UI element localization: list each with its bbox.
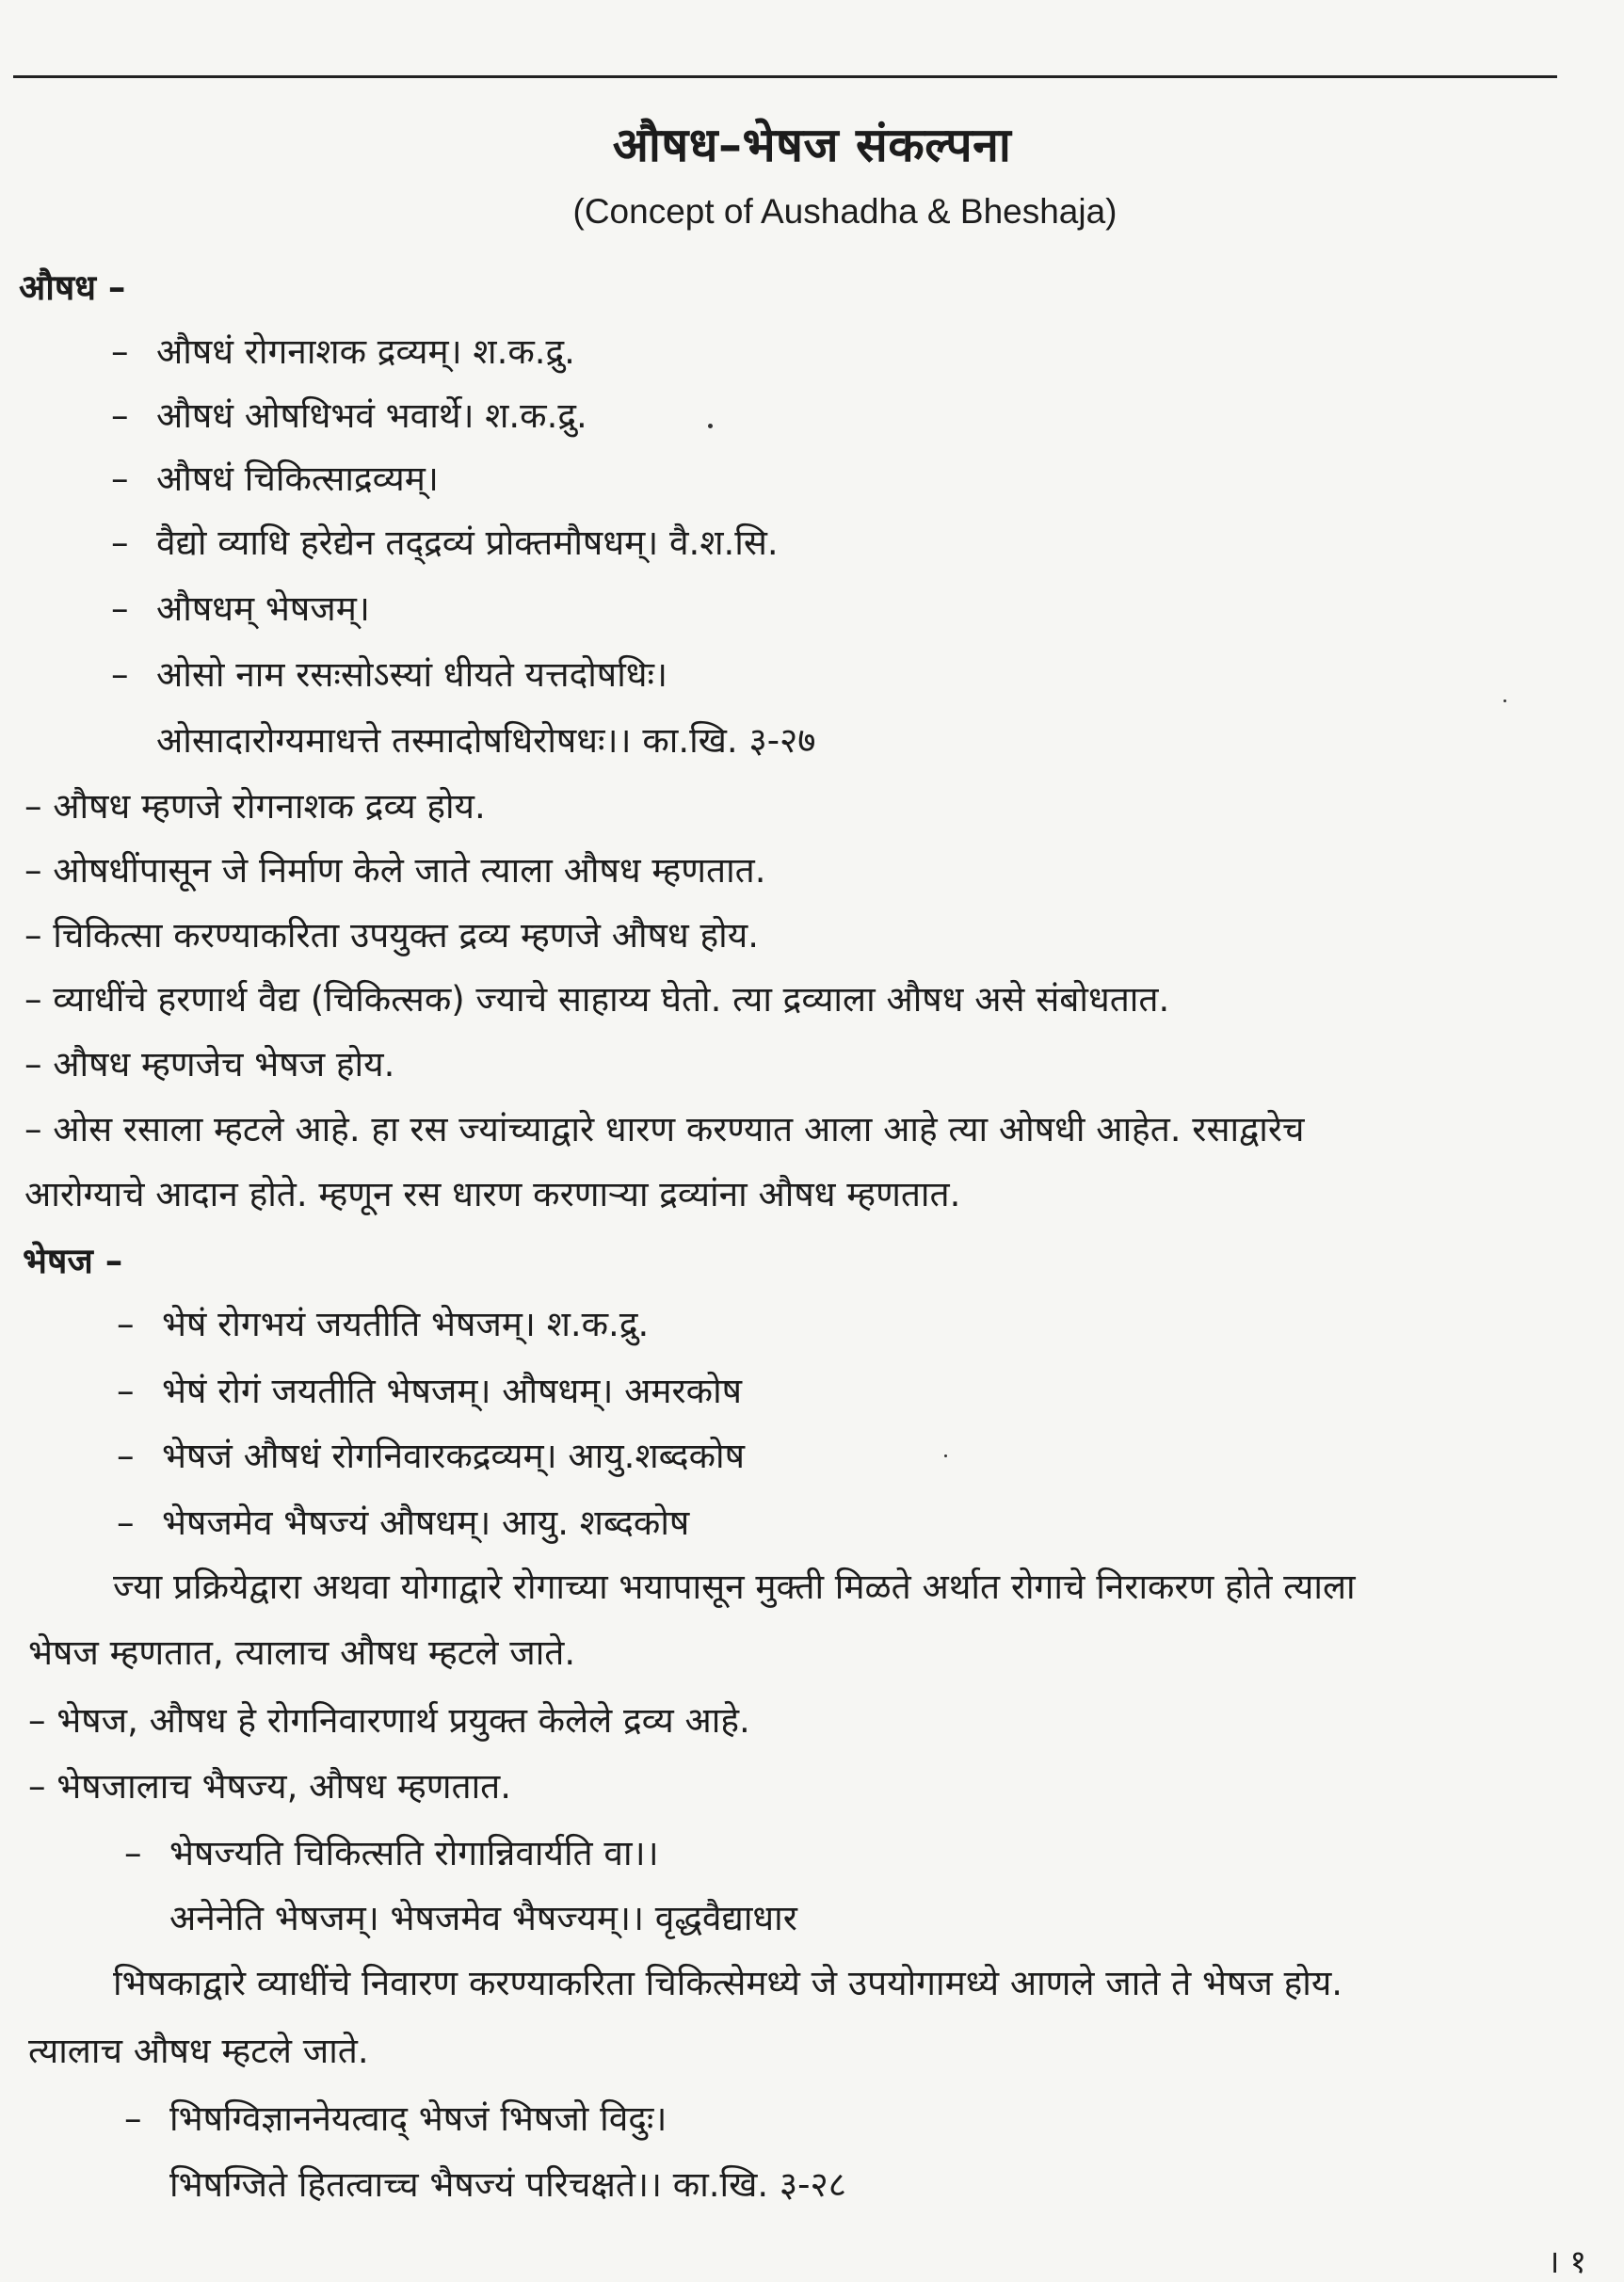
quote-text: औषधं चिकित्साद्रव्यम्। — [156, 458, 439, 499]
dash-marker: – — [117, 1436, 135, 1476]
quote-text: औषधम् भेषजम्। — [156, 588, 370, 629]
quote-text: वैद्यो व्याधि हरेद्येन तद्द्रव्यं प्रोक्तमौषधम्। वै.श.सि. — [156, 522, 779, 563]
dash-marker: – — [111, 458, 129, 499]
quote-line — [111, 395, 587, 436]
explanation-line: – भेषज, औषध हे रोगनिवारणार्थ प्रयुक्त केलेले द्रव्य आहे. — [28, 1700, 750, 1741]
quote-text: ओसो नाम रसःसोऽस्यां धीयते यत्तदोषधिः। — [156, 654, 668, 695]
dash-marker: – — [111, 395, 129, 436]
page-subtitle: (Concept of Aushadha & Bheshaja) — [572, 192, 1118, 231]
dash-marker: – — [111, 654, 129, 695]
quote-text: भेषं रोगं जयतीति भेषजम्। औषधम्। अमरकोष — [162, 1371, 743, 1411]
quote-text: भेषजमेव भैषज्यं औषधम्। आयु. शब्दकोष — [162, 1503, 690, 1543]
explanation-line: – ओषधींपासून जे निर्माण केले जाते त्याला औषध म्हणतात. — [24, 850, 766, 891]
quote-text: भेषज्यति चिकित्सति रोगान्निवार्यति वा।। — [169, 1833, 659, 1873]
quote-line — [124, 1833, 659, 1873]
quote-text: भेषं रोगभयं जयतीति भेषजम्। श.क.द्रु. — [162, 1304, 650, 1344]
quote-continuation: ओसादारोग्यमाधत्ते तस्मादोषधिरोषधः।। का.खि. ३-२७ — [156, 720, 816, 761]
scan-speck — [944, 1454, 947, 1457]
quote-line — [111, 588, 370, 629]
page-title: औषध–भेषज संकल्पना — [612, 118, 1012, 172]
explanation-line: – भेषजालाच भैषज्य, औषध म्हणतात. — [28, 1766, 512, 1807]
section-heading-bheshaja: भेषज – — [23, 1241, 123, 1281]
quote-text: भिषग्विज्ञाननेयत्वाद् भेषजं भिषजो विदुः। — [169, 2098, 667, 2139]
explanation-line: – व्याधींचे हरणार्थ वैद्य (चिकित्सक) ज्याचे साहाय्य घेतो. त्या द्रव्याला औषध असे संबोधतात. — [24, 979, 1170, 1020]
top-rule — [13, 75, 1557, 78]
dash-marker: – — [117, 1371, 135, 1411]
dash-marker: – — [111, 331, 129, 372]
quote-continuation: भिषग्जिते हितत्वाच्च भैषज्यं परिचक्षते।। का.खि. ३-२८ — [169, 2164, 846, 2205]
explanation-line: – औषध म्हणजेच भेषज होय. — [24, 1044, 395, 1085]
quote-text: औषधं रोगनाशक द्रव्यम्। श.क.द्रु. — [156, 331, 575, 372]
quote-line — [117, 1304, 650, 1344]
page-number: । १ — [1547, 2243, 1586, 2281]
section-heading-aushadha: औषध – — [19, 267, 126, 308]
paragraph-line: ज्या प्रक्रियेद्वारा अथवा योगाद्वारे रोगाच्या भयापासून मुक्ती मिळते अर्थात रोगाचे निराकरण होते त्याला — [113, 1567, 1356, 1607]
quote-text: भेषजं औषधं रोगनिवारकद्रव्यम्। आयु.शब्दकोष — [162, 1436, 745, 1476]
dash-marker: – — [117, 1503, 135, 1543]
dash-marker: – — [111, 522, 129, 563]
quote-line — [117, 1436, 745, 1476]
paragraph-line: त्यालाच औषध म्हटले जाते. — [28, 2031, 369, 2071]
quote-line — [111, 458, 439, 499]
paragraph-line: भिषकाद्वारे व्याधींचे निवारण करण्याकरिता चिकित्सेमध्ये जे उपयोगामध्ये आणले जाते ते भेषज होय. — [113, 1963, 1343, 2003]
quote-continuation: अनेनेति भेषजम्। भेषजमेव भैषज्यम्।। वृद्धवैद्याधार — [169, 1898, 797, 1938]
quote-line — [124, 2098, 667, 2139]
dash-marker: – — [111, 588, 129, 629]
quote-line — [111, 654, 668, 695]
dash-marker: – — [124, 2098, 142, 2139]
explanation-line: – औषध म्हणजे रोगनाशक द्रव्य होय. — [24, 786, 486, 827]
quote-line — [111, 331, 575, 372]
explanation-line: – ओस रसाला म्हटले आहे. हा रस ज्यांच्याद्वारे धारण करण्यात आला आहे त्या ओषधी आहेत. रसाद्वारेच — [24, 1109, 1305, 1149]
quote-line — [117, 1503, 690, 1543]
explanation-line: – चिकित्सा करण्याकरिता उपयुक्त द्रव्य म्हणजे औषध होय. — [24, 915, 759, 956]
dash-marker: – — [117, 1304, 135, 1344]
scan-speck — [708, 424, 713, 428]
dash-marker: – — [124, 1833, 142, 1873]
quote-line — [111, 522, 779, 563]
explanation-line: आरोग्याचे आदान होते. म्हणून रस धारण करणाऱ्या द्रव्यांना औषध म्हणतात. — [24, 1174, 961, 1214]
scan-speck — [1503, 699, 1506, 702]
paragraph-line: भेषज म्हणतात, त्यालाच औषध म्हटले जाते. — [28, 1632, 576, 1673]
quote-line — [117, 1371, 743, 1411]
quote-text: औषधं ओषधिभवं भवार्थे। श.क.द्रु. — [156, 395, 587, 436]
